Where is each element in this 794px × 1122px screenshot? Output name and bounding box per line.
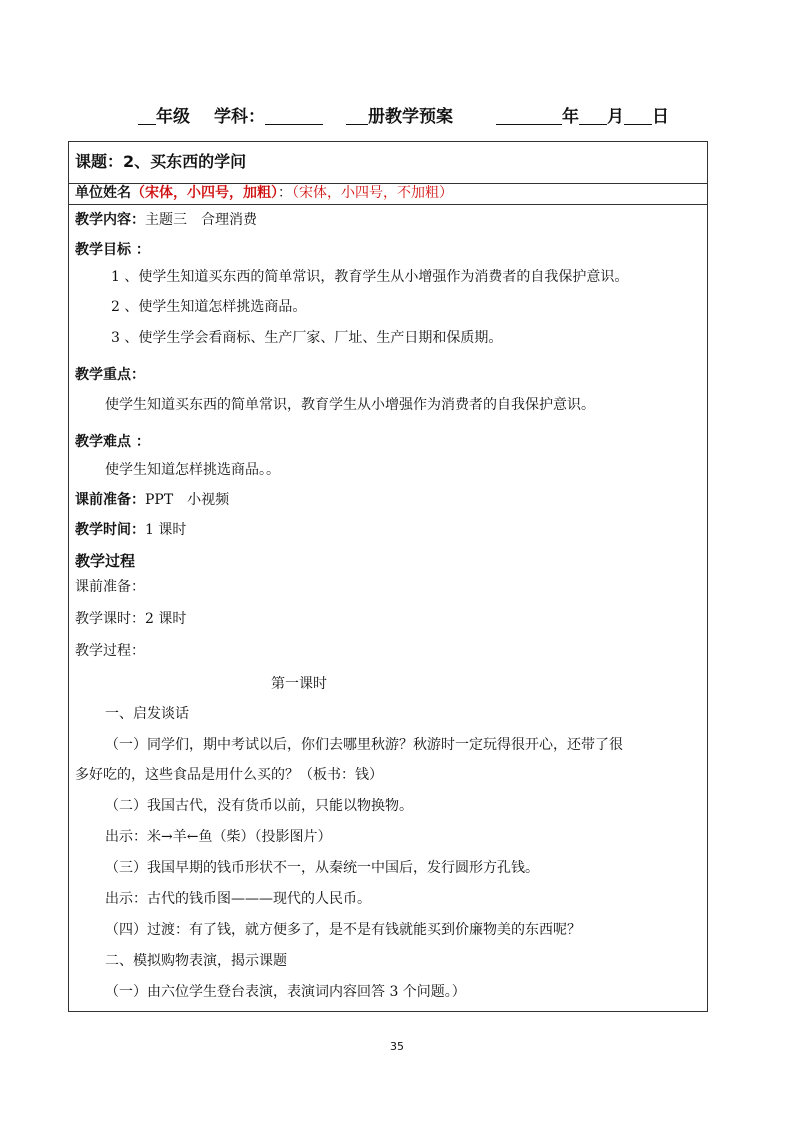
key-point-label: 教学重点： — [75, 367, 145, 383]
content-line: 教学内容：主题三 合理消费 — [75, 212, 257, 228]
goal-item: 2 、使学生知道怎样挑选商品。 — [111, 299, 307, 315]
year-blank — [496, 106, 562, 125]
unit-row — [69, 183, 707, 205]
goal-item: 1 、使学生知道买东西的简单常识，教育学生从小增强作为消费者的自我保护意识。 — [111, 269, 629, 285]
process-label: 教学过程 — [75, 552, 136, 570]
step-line: （二）我国古代，没有货币以前，只能以物换物。 — [105, 798, 413, 814]
lesson-heading: 第一课时 — [271, 676, 327, 692]
process-line: 教学过程： — [75, 643, 145, 659]
step-line: 一、启发谈话 — [105, 706, 189, 722]
difficulty-text: 使学生知道怎样挑选商品。。 — [105, 462, 280, 478]
page-number: 35 — [390, 1040, 404, 1053]
title-row — [69, 142, 707, 184]
step-line: 二、模拟购物表演，揭示课题 — [105, 953, 287, 969]
lesson-plan-table — [68, 141, 708, 1012]
step-line: （一）由六位学生登台表演，表演词内容回答 3 个问题。） — [105, 984, 466, 1000]
date-field: 年 月 日 — [496, 106, 669, 128]
process-line: 课前准备： — [75, 579, 145, 595]
step-line: （一）同学们，期中考试以后，你们去哪里秋游？秋游时一定玩得很开心，还带了很 — [105, 737, 623, 753]
volume-field: 册教学预案 — [346, 106, 453, 128]
step-line: 出示：古代的钱币图———现代的人民币。 — [105, 891, 371, 907]
time-line: 教学时间：1 课时 — [75, 522, 187, 538]
step-line: 出示：米→羊←鱼（柴）（投影图片） — [105, 829, 332, 845]
volume-blank — [346, 106, 368, 125]
lesson-title: 课题：2、买东西的学问 — [75, 152, 247, 171]
page-header — [0, 106, 794, 130]
step-line: （四）过渡：有了钱，就方便多了，是不是有钱就能买到价廉物美的东西呢？ — [105, 922, 581, 938]
difficulty-label: 教学难点 ： — [75, 434, 150, 450]
unit-line: 单位姓名（宋体，小四号，加粗）：（宋体，小四号，不加粗） — [75, 185, 453, 201]
step-line: 多好吃的，这些食品是用什么买的？（板书：钱） — [75, 767, 383, 783]
goals-label: 教学目标 ： — [75, 242, 150, 258]
process-line: 教学课时：2 课时 — [75, 611, 187, 627]
prep-line: 课前准备：PPT 小视频 — [75, 492, 230, 508]
step-line: （三）我国早期的钱币形状不一，从秦统一中国后，发行圆形方孔钱。 — [105, 860, 539, 876]
grade-field: 年级 — [138, 106, 190, 128]
subject-field: 学科： — [214, 106, 323, 128]
grade-blank — [138, 106, 156, 125]
month-blank — [579, 106, 607, 125]
subject-blank — [265, 106, 323, 125]
key-point-text: 使学生知道买东西的简单常识，教育学生从小增强作为消费者的自我保护意识。 — [105, 397, 595, 413]
day-blank — [624, 106, 652, 125]
goal-item: 3 、使学生学会看商标、生产厂家、厂址、生产日期和保质期。 — [111, 330, 503, 346]
body-section — [75, 204, 705, 1009]
